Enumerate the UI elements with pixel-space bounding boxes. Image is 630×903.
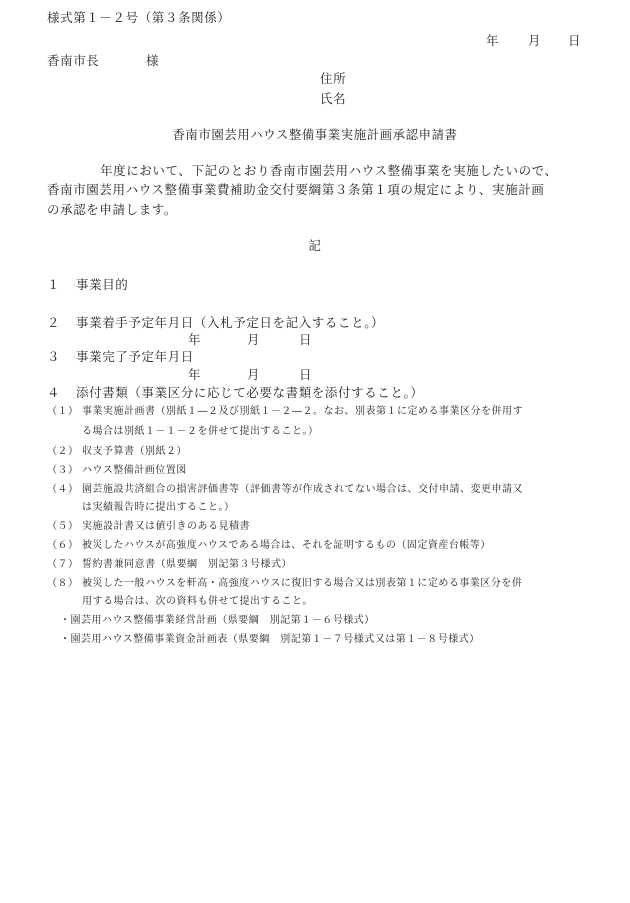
attachment-4-number: （４） [47, 484, 79, 495]
attachment-1-line-1: 事業実施計画書（別紙１―２及び別紙１－２―２。なお、別表第１に定める事業区分を併用す [82, 406, 523, 417]
addressee-honorific: 様 [146, 53, 160, 68]
item-1-number: １ [47, 277, 61, 292]
date-day-label: 日 [568, 33, 582, 48]
item-3-number: ３ [47, 349, 61, 364]
attachment-1-number: （１） [47, 406, 79, 417]
date-year-label: 年 [486, 33, 500, 48]
applicant-address-label: 住所 [320, 71, 347, 86]
sub-item-2: ・園芸用ハウス整備事業資金計画表（県要綱 別記第１－７号様式又は第１－８号様式） [60, 634, 480, 645]
attachment-7-line-1: 誓約書兼同意書（県要綱 別記第３号様式） [82, 559, 292, 570]
attachment-8-line-2: 用する場合は、次の資料も併せて提出すること。 [82, 596, 313, 607]
applicant-name-label: 氏名 [320, 91, 347, 106]
item-3-text: 事業完了予定年月日 [76, 349, 194, 364]
attachment-2-line-1: 収支予算書（別紙２） [82, 446, 187, 457]
attachment-2-number: （２） [47, 446, 79, 457]
addressee-name: 香南市長 [47, 53, 100, 68]
form-number: 様式第１－２号（第３条関係） [47, 10, 231, 25]
document-title: 香南市園芸用ハウス整備事業実施計画承認申請書 [172, 127, 458, 142]
attachment-8-line-1: 被災した一般ハウスを軒高・高強度ハウスに復旧する場合又は別表第１に定める事業区分を併 [82, 578, 523, 589]
item-2-number: ２ [47, 315, 61, 330]
attachment-3-line-1: ハウス整備計画位置図 [82, 465, 187, 476]
attachment-6-number: （６） [47, 540, 79, 551]
body-line-3: の承認を申請します。 [47, 202, 178, 217]
attachment-4-line-2: は実績報告時に提出すること。） [82, 502, 235, 513]
date-month-label: 月 [528, 33, 542, 48]
item-4-text: 添付書類（事業区分に応じて必要な書類を添付すること。） [76, 385, 424, 400]
attachment-5-number: （５） [47, 521, 79, 532]
attachment-8-number: （８） [47, 578, 79, 589]
attachment-4-line-1: 園芸施設共済組合の損害評価書等（評価書等が作成されてない場合は、交付申請、変更申請又 [82, 484, 523, 495]
item-2-month-label: 月 [247, 332, 261, 347]
item-1-text: 事業目的 [76, 277, 129, 292]
item-2-text: 事業着手予定年月日（入札予定日を記入すること。） [76, 315, 385, 330]
item-2-day-label: 日 [299, 332, 313, 347]
item-3-month-label: 月 [247, 367, 261, 382]
ki-heading: 記 [308, 238, 322, 253]
attachment-5-line-1: 実施設計書又は値引きのある見積書 [82, 521, 250, 532]
attachment-3-number: （３） [47, 465, 79, 476]
item-3-day-label: 日 [299, 367, 313, 382]
attachment-7-number: （７） [47, 559, 79, 570]
body-line-1: 年度において、下記のとおり香南市園芸用ハウス整備事業を実施したいので、 [100, 163, 558, 178]
attachment-1-line-2: る場合は別紙１－１－２を併せて提出すること。） [82, 426, 319, 437]
item-2-year-label: 年 [188, 332, 202, 347]
item-3-year-label: 年 [188, 367, 202, 382]
item-4-number: ４ [47, 385, 61, 400]
sub-item-1: ・園芸用ハウス整備事業経営計画（県要綱 別記第１－６号様式） [60, 615, 375, 626]
body-line-2: 香南市園芸用ハウス整備事業費補助金交付要綱第３条第１項の規定により、実施計画 [47, 182, 545, 197]
attachment-6-line-1: 被災したハウスが高強度ハウスである場合は、それを証明するもの（固定資産台帳等） [82, 540, 491, 551]
